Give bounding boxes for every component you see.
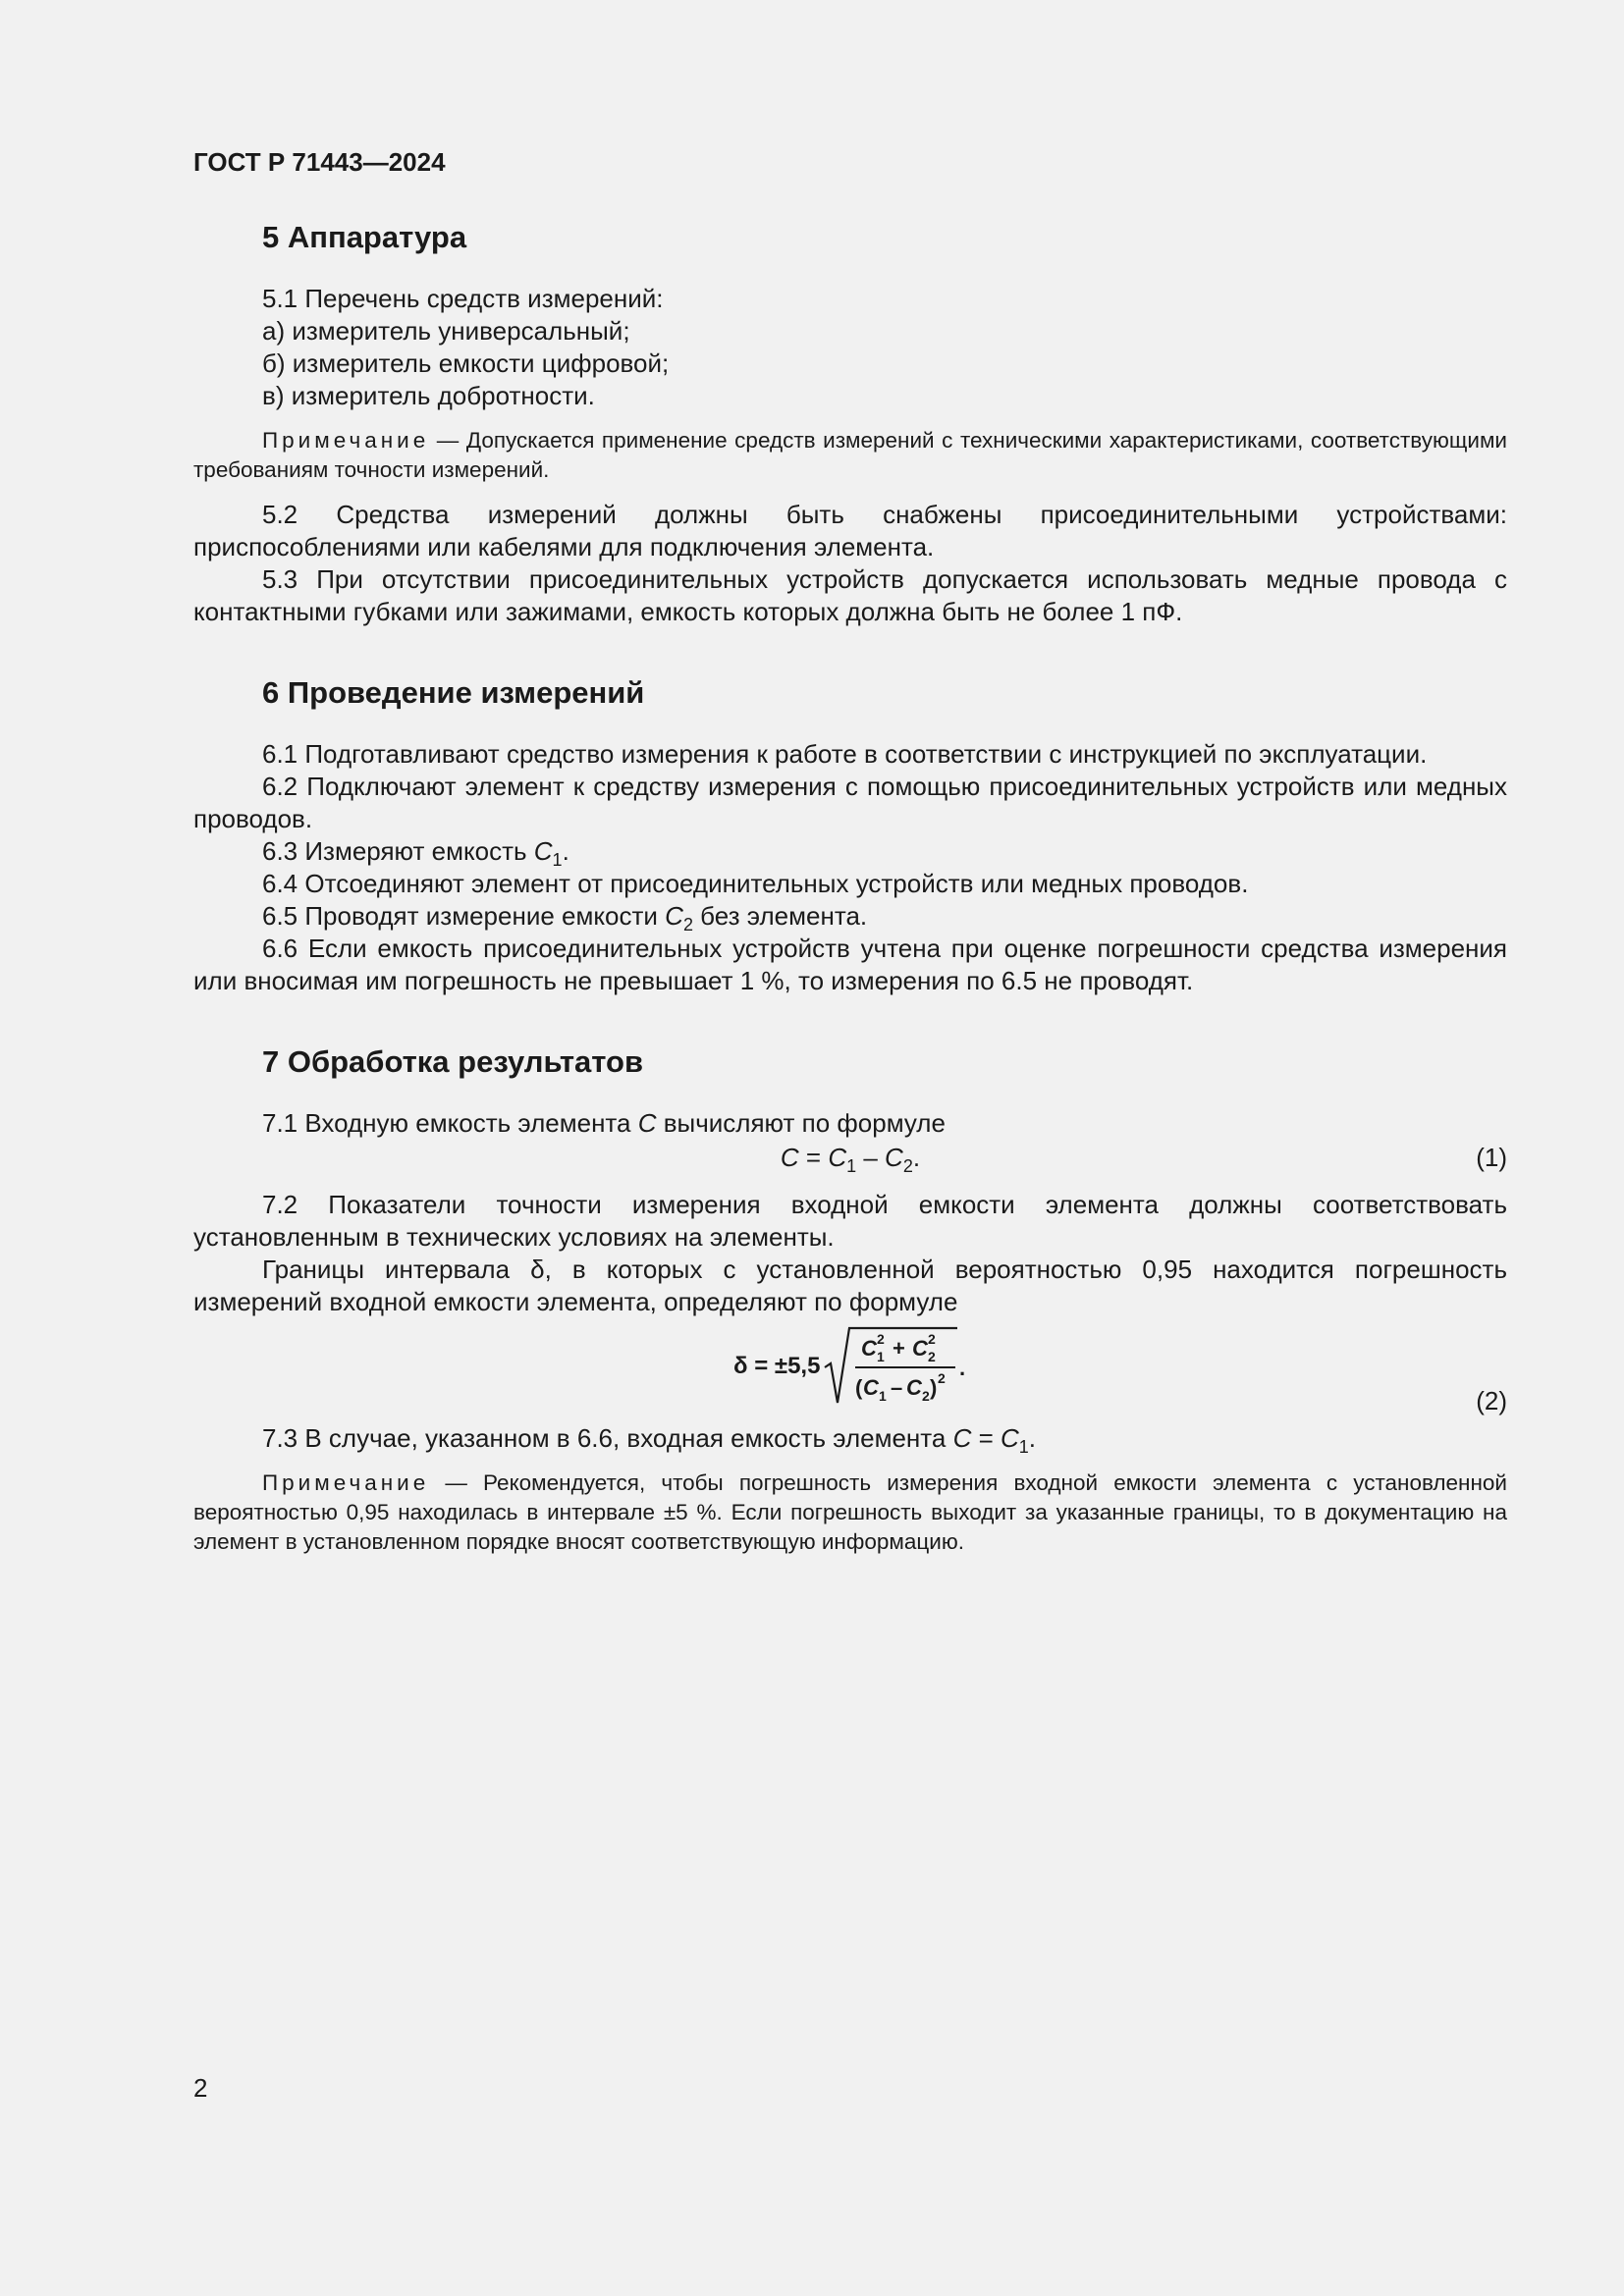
- svg-text:2: 2: [928, 1349, 936, 1364]
- svg-text:(: (: [855, 1375, 863, 1400]
- note-label: Примечание: [262, 1470, 430, 1495]
- svg-text:–: –: [891, 1375, 903, 1400]
- page-number: 2: [193, 2073, 208, 2103]
- paragraph-6-1: 6.1 Подготавливают средство измерения к работе в соответствии с инструкцией по эксплуатации.: [262, 739, 1428, 769]
- paragraph-5-3: 5.3 При отсутствии присоединительных устройств допускается использовать медные провода с контактными губками или зажимами, емкость которых должна быть не более 1 пФ.: [193, 564, 1507, 626]
- list-item: в) измеритель добротности.: [262, 381, 595, 410]
- svg-text:C: C: [912, 1336, 928, 1361]
- document-body: [193, 218, 1507, 1557]
- section-7-title: 7 Обработка результатов: [262, 1044, 644, 1079]
- section-6-title: 6 Проведение измерений: [262, 675, 645, 710]
- formula-2: [193, 1318, 1507, 1422]
- formula-1: [193, 1142, 1507, 1181]
- svg-text:δ = ±5,5: δ = ±5,5: [733, 1353, 821, 1379]
- svg-text:1: 1: [879, 1388, 887, 1404]
- paragraph-5-2: 5.2 Средства измерений должны быть снабжены присоединительными устройствами: приспособлениями или кабелями для подключения элемента.: [193, 500, 1507, 561]
- formula-1-number: (1): [1476, 1143, 1507, 1172]
- svg-text:2: 2: [877, 1331, 885, 1347]
- note-7: [193, 1468, 1507, 1557]
- formula-2-expression: [733, 1322, 969, 1411]
- svg-text:C: C: [906, 1375, 922, 1400]
- svg-text:): ): [930, 1375, 938, 1400]
- formula-2-number: (2): [1476, 1386, 1507, 1415]
- svg-text:C: C: [863, 1375, 879, 1400]
- paragraph-6-6: 6.6 Если емкость присоединительных устройств учтена при оценке погрешности средства измерения или вносимая им погрешность не превышает 1 %, то измерения по 6.5 не проводят.: [193, 934, 1507, 995]
- formula-1-expression: $C = C_1 - C_2$.: [780, 1143, 921, 1176]
- note-text: — Допускается применение средств измерений с техническими характеристиками, соответствующими требованиям точности измерений.: [193, 428, 1507, 482]
- list-item: б) измеритель емкости цифровой;: [262, 348, 670, 378]
- list-item: а) измеритель универсальный;: [262, 316, 630, 346]
- paragraph-5-1: 5.1 Перечень средств измерений:: [262, 284, 664, 313]
- paragraph-7-2b: Границы интервала δ, в которых с установленной вероятностью 0,95 находится погрешность измерений входной емкости элемента, определяют по формуле: [193, 1255, 1507, 1316]
- note-text: — Рекомендуется, чтобы погрешность измерения входной емкости элемента с установленной вероятностью 0,95 находилась в интервале ±5 %. Если погрешность выходит за указанные границы, то в документацию на элемент в установленном порядке вносят соответствующую информацию.: [193, 1470, 1507, 1554]
- paragraph-7-3: 7.3 В случае, указанном в 6.6, входная емкость элемента $C = C_1$.: [262, 1423, 1037, 1457]
- svg-text:+: +: [893, 1336, 905, 1361]
- svg-text:2: 2: [938, 1370, 946, 1386]
- note-5: [193, 426, 1507, 485]
- paragraph-6-2: 6.2 Подключают элемент к средству измерения с помощью присоединительных устройств или медных проводов.: [193, 772, 1507, 833]
- svg-text:2: 2: [928, 1331, 936, 1347]
- paragraph-6-5: 6.5 Проводят измерение емкости $C_2$ без элемента.: [262, 901, 868, 934]
- paragraph-7-2: 7.2 Показатели точности измерения входной емкости элемента должны соответствовать установленным в технических условиях на элементы.: [193, 1190, 1507, 1252]
- note-label: Примечание: [262, 428, 430, 453]
- svg-text:.: .: [959, 1356, 966, 1380]
- document-header: ГОСТ Р 71443—2024: [193, 147, 446, 177]
- svg-text:2: 2: [922, 1388, 930, 1404]
- svg-text:C: C: [861, 1336, 877, 1361]
- svg-text:1: 1: [877, 1349, 885, 1364]
- section-5-title: 5 Аппаратура: [262, 220, 467, 254]
- paragraph-6-3: 6.3 Измеряют емкость $C_1$.: [262, 836, 569, 870]
- paragraph-6-4: 6.4 Отсоединяют элемент от присоединительных устройств или медных проводов.: [262, 869, 1249, 898]
- paragraph-7-1: 7.1 Входную емкость элемента C вычисляют по формуле: [262, 1108, 946, 1138]
